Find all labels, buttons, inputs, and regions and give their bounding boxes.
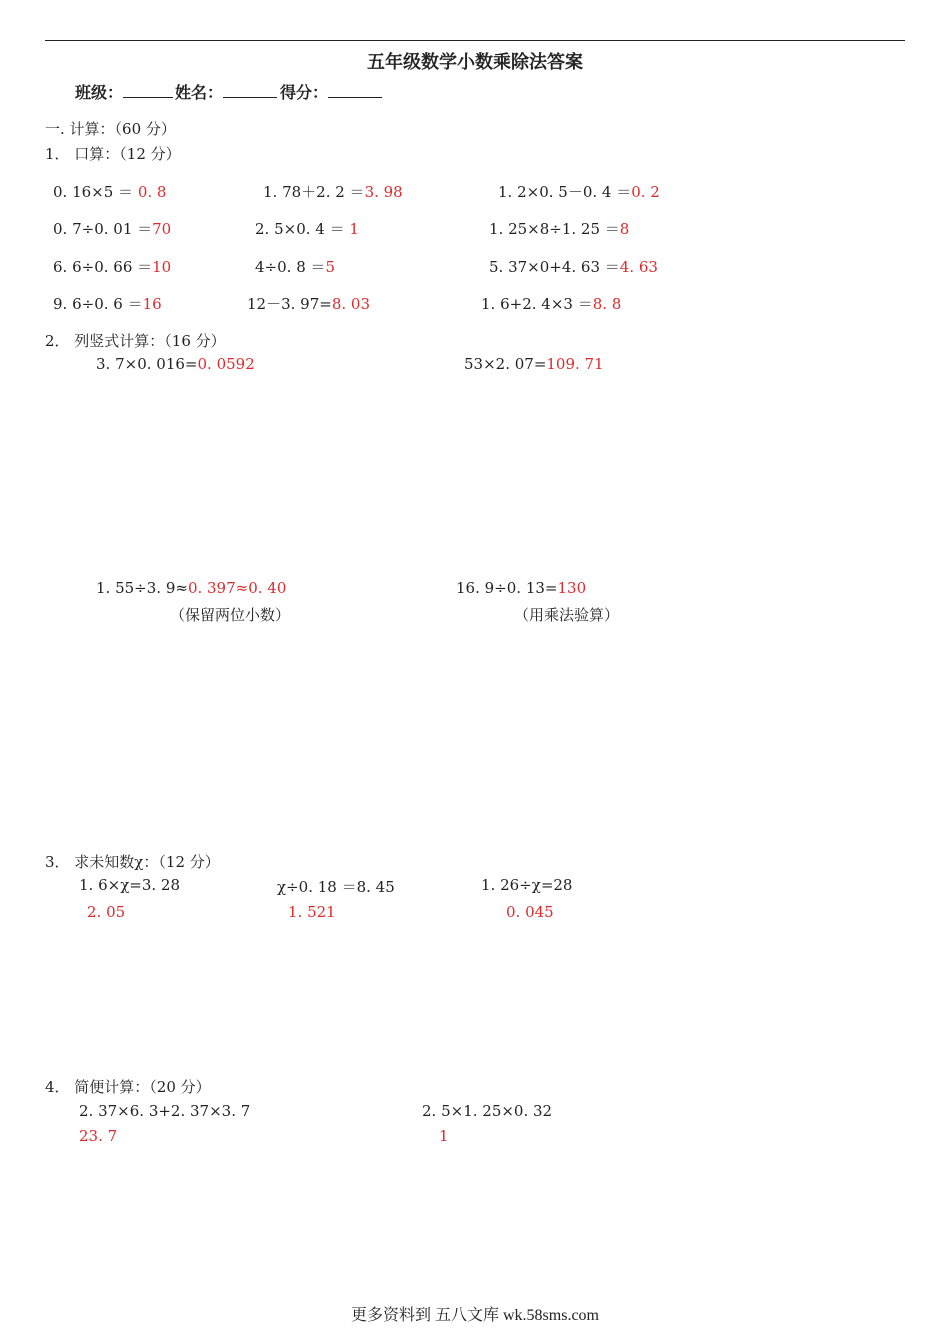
oral-answer: 5 — [325, 258, 336, 276]
oral-item — [53, 218, 171, 239]
oral-question: 1. 25×8÷1. 25 ＝ — [489, 220, 620, 238]
oral-answer: 0. 2 — [631, 183, 660, 201]
equation-question: 1. 26÷χ=28 — [481, 876, 573, 894]
oral-question: 1. 2×0. 5－0. 4 ＝ — [498, 183, 632, 201]
oral-item — [481, 293, 621, 314]
score-field — [280, 80, 382, 103]
oral-question: 5. 37×0+4. 63 ＝ — [489, 258, 620, 276]
part-3-heading: 3． 求未知数χ：（12 分） — [45, 853, 220, 871]
oral-question: 0. 16×5 ＝ — [53, 183, 134, 201]
name-blank[interactable] — [223, 83, 277, 98]
oral-answer: 10 — [152, 258, 172, 276]
oral-item — [498, 181, 660, 202]
oral-question: 6. 6÷0. 66 ＝ — [53, 258, 153, 276]
oral-question: 0. 7÷0. 01 ＝ — [53, 220, 153, 238]
vertical-answer: 0. 397≈0. 40 — [187, 579, 287, 597]
oral-answer: 16 — [142, 295, 162, 313]
class-blank[interactable] — [123, 83, 173, 98]
equation-answer: 0. 045 — [506, 903, 554, 921]
vertical-answer: 0. 0592 — [197, 355, 255, 373]
oral-item — [255, 256, 335, 277]
class-label: 班级： — [75, 83, 124, 102]
simplify-question: 2. 5×1. 25×0. 32 — [422, 1102, 553, 1120]
oral-question: 1. 6+2. 4×3 ＝ — [481, 295, 593, 313]
vertical-answer: 130 — [557, 579, 587, 597]
oral-answer: 8. 03 — [331, 295, 370, 313]
part-1-heading: 1． 口算：（12 分） — [45, 145, 181, 163]
oral-item — [53, 256, 171, 277]
oral-item — [489, 218, 629, 239]
oral-answer: 3. 98 — [364, 183, 403, 201]
oral-answer: 4. 63 — [619, 258, 658, 276]
vertical-question: 53×2. 07= — [464, 355, 547, 373]
oral-question: 1. 78＋2. 2 ＝ — [263, 183, 365, 201]
oral-answer: 8 — [619, 220, 630, 238]
page-title: 五年级数学小数乘除法答案 — [367, 52, 583, 73]
section-1-heading: 一. 计算：（60 分） — [45, 120, 176, 138]
simplify-question: 2. 37×6. 3+2. 37×3. 7 — [79, 1102, 251, 1120]
oral-question: 4÷0. 8 ＝ — [255, 258, 326, 276]
equation-answer: 2. 05 — [87, 903, 126, 921]
check-note: （用乘法验算） — [514, 606, 620, 624]
rounding-note: （保留两位小数） — [170, 606, 291, 624]
vertical-item — [96, 355, 255, 373]
oral-question: 12－3. 97= — [247, 295, 332, 313]
oral-answer: 70 — [152, 220, 172, 238]
oral-item — [247, 293, 370, 314]
oral-answer: 0. 8 — [137, 183, 167, 201]
oral-answer: 8. 8 — [592, 295, 622, 313]
score-blank[interactable] — [328, 83, 382, 98]
equation-answer: 1. 521 — [288, 903, 336, 921]
name-field — [175, 80, 277, 103]
oral-item — [53, 293, 162, 314]
oral-item — [255, 218, 359, 239]
vertical-question: 3. 7×0. 016= — [96, 355, 198, 373]
equation-question: 1. 6×χ=3. 28 — [79, 876, 181, 894]
equation-question: χ÷0. 18 ＝8. 45 — [277, 878, 395, 896]
oral-item — [263, 181, 403, 202]
simplify-answer: 1 — [439, 1127, 449, 1145]
vertical-item — [96, 579, 286, 597]
vertical-question: 16. 9÷0. 13= — [456, 579, 558, 597]
part-4-heading: 4． 简便计算：（20 分） — [45, 1078, 211, 1096]
oral-question: 2. 5×0. 4 ＝ — [255, 220, 345, 238]
oral-question: 9. 6÷0. 6 ＝ — [53, 295, 143, 313]
top-rule — [45, 40, 905, 41]
oral-item — [53, 181, 166, 202]
vertical-answer: 109. 71 — [546, 355, 604, 373]
vertical-item — [456, 579, 586, 597]
footer-link[interactable]: 更多资料到 五八文库 wk.58sms.com — [350, 1307, 599, 1324]
score-label: 得分： — [280, 83, 329, 102]
part-2-heading: 2． 列竖式计算：（16 分） — [45, 332, 226, 350]
name-label: 姓名： — [175, 83, 224, 102]
oral-answer: 1 — [349, 220, 359, 238]
vertical-item — [464, 355, 604, 373]
simplify-answer: 23. 7 — [79, 1127, 118, 1145]
oral-item — [489, 256, 658, 277]
vertical-question: 1. 55÷3. 9≈ — [96, 579, 188, 597]
class-field — [75, 80, 173, 103]
